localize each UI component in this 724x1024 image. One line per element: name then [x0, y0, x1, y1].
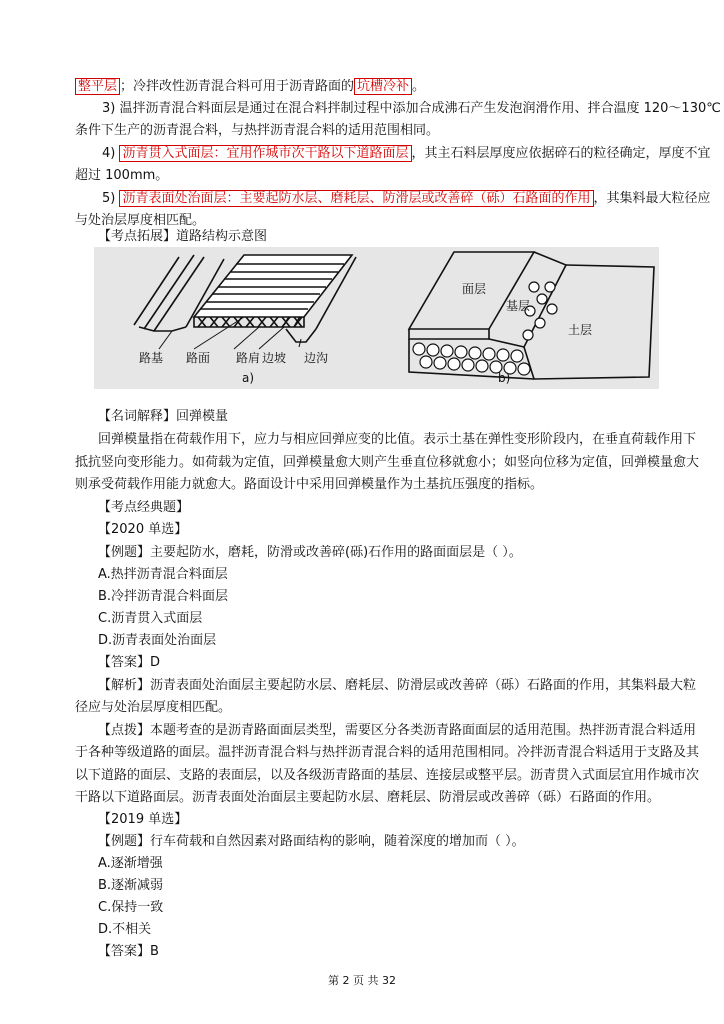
q2019-question: 【例题】行车荷载和自然因素对路面结构的影响，随着深度的增加而（ ）。	[98, 834, 525, 849]
q2019-answer: 【答案】B	[98, 944, 159, 959]
classic-title: 【考点经典题】	[98, 500, 190, 515]
q2020-tips-line-2: 于各种等级道路的面层。温拌沥青混合料与热拌沥青混合料的适用范围相同。冷拌沥青混合料适用于支路及其	[75, 745, 700, 760]
paragraph-continuation: 整平层 ；冷拌改性沥青混合料可用于沥青路面的 坑槽冷补 。	[75, 76, 675, 98]
q2020-year: 【2020 单选】	[98, 522, 188, 537]
figure-caption-b: b)	[498, 371, 511, 385]
item-4-line-1: 4) 沥青贯入式面层：宜用作城市次干路以下道路面层 ，其主石料层厚度应依据碎石的粒径确定，厚度不宜	[102, 146, 711, 161]
highlight-leveling-layer: 整平层	[75, 78, 120, 95]
q2019-year: 【2019 单选】	[98, 812, 188, 827]
q2019-option-b: B.逐渐减弱	[98, 878, 164, 893]
item-5-line-1: 5) 沥青表面处治面层：主要起防水层、磨耗层、防滑层或改善碎（砾）石路面的作用 ，其集料最大粒径应	[102, 191, 711, 206]
figure-label-shoulder: 路肩	[236, 351, 261, 365]
term-title: 【名词解释】回弹模量	[98, 409, 229, 424]
q2020-option-b: B.冷拌沥青混合料面层	[98, 589, 229, 604]
q2019-option-a: A.逐渐增强	[98, 856, 163, 871]
q2020-option-d: D.沥青表面处治面层	[98, 633, 217, 648]
road-structure-figure	[94, 247, 659, 389]
extend-title: 【考点拓展】道路结构示意图	[98, 229, 268, 244]
figure-label-ditch: 边沟	[304, 351, 329, 365]
highlight-pothole-cold-patch: 坑槽冷补	[354, 78, 412, 95]
figure-label-pavement: 路面	[186, 351, 211, 365]
q2019-option-d: D.不相关	[98, 922, 152, 937]
term-line-3: 则承受荷载作用能力就愈大。路面设计中采用回弹模量作为土基抗压强度的指标。	[75, 477, 544, 492]
q2019-option-c: C.保持一致	[98, 900, 164, 915]
q2020-analysis-line-1: 【解析】沥青表面处治面层主要起防水层、磨耗层、防滑层或改善碎（砾）石路面的作用，其集料最大粒	[98, 678, 697, 693]
figure-label-subgrade: 路基	[139, 351, 164, 365]
q2020-answer: 【答案】D	[98, 655, 161, 670]
page-footer: 第 2 页 共 32	[328, 974, 396, 987]
term-line-2: 抵抗竖向变形能力。如荷载为定值，回弹模量愈大则产生垂直位移就愈小；如竖向位移为定值，回弹模量愈大	[75, 455, 700, 470]
item-4-line-2: 超过 100mm。	[75, 168, 169, 183]
highlight-surface-treatment: 沥青表面处治面层：主要起防水层、磨耗层、防滑层或改善碎（砾）石路面的作用	[119, 190, 593, 207]
figure-label-slope: 边坡	[262, 351, 287, 365]
road-structure-drawing	[94, 247, 659, 389]
q2020-option-c: C.沥青贯入式面层	[98, 611, 203, 626]
q2020-question: 【例题】主要起防水，磨耗，防滑或改善碎(砾)石作用的路面面层是（ ）。	[98, 545, 522, 560]
item-5-line-2: 与处治层厚度相匹配。	[75, 213, 206, 228]
item-3-line-1: 3) 温拌沥青混合料面层是通过在混合料拌制过程中添加合成沸石产生发泡润滑作用、拌合温度 120～130℃	[102, 101, 721, 116]
figure-label-base-layer: 基层	[506, 299, 531, 313]
q2020-analysis-line-2: 径应与处治层厚度相匹配。	[75, 700, 232, 715]
figure-label-surface-layer: 面层	[462, 282, 487, 296]
item-3-line-2: 条件下生产的沥青混合料，与热拌沥青混合料的适用范围相同。	[75, 123, 440, 138]
q2020-tips-line-3: 以下道路的面层、支路的表面层，以及各级沥青路面的基层、连接层或整平层。沥青贯入式面层宜用作城市次	[75, 768, 700, 783]
q2020-tips-line-1: 【点拨】本题考查的是沥青路面面层类型，需要区分各类沥青路面面层的适用范围。热拌沥青混合料适用	[98, 723, 697, 738]
term-line-1: 回弹模量指在荷载作用下，应力与相应回弹应变的比值。表示土基在弹性变形阶段内，在垂直荷载作用下	[98, 432, 697, 447]
figure-caption-a: a)	[242, 371, 255, 385]
q2020-option-a: A.热拌沥青混合料面层	[98, 567, 228, 582]
highlight-penetration-macadam: 沥青贯入式面层：宜用作城市次干路以下道路面层	[119, 145, 411, 162]
figure-label-soil-layer: 土层	[568, 323, 593, 337]
q2020-tips-line-4: 干路以下道路面层。沥青表面处治面层主要起防水层、磨耗层、防滑层或改善碎（砾）石路面的作用。	[75, 790, 661, 805]
